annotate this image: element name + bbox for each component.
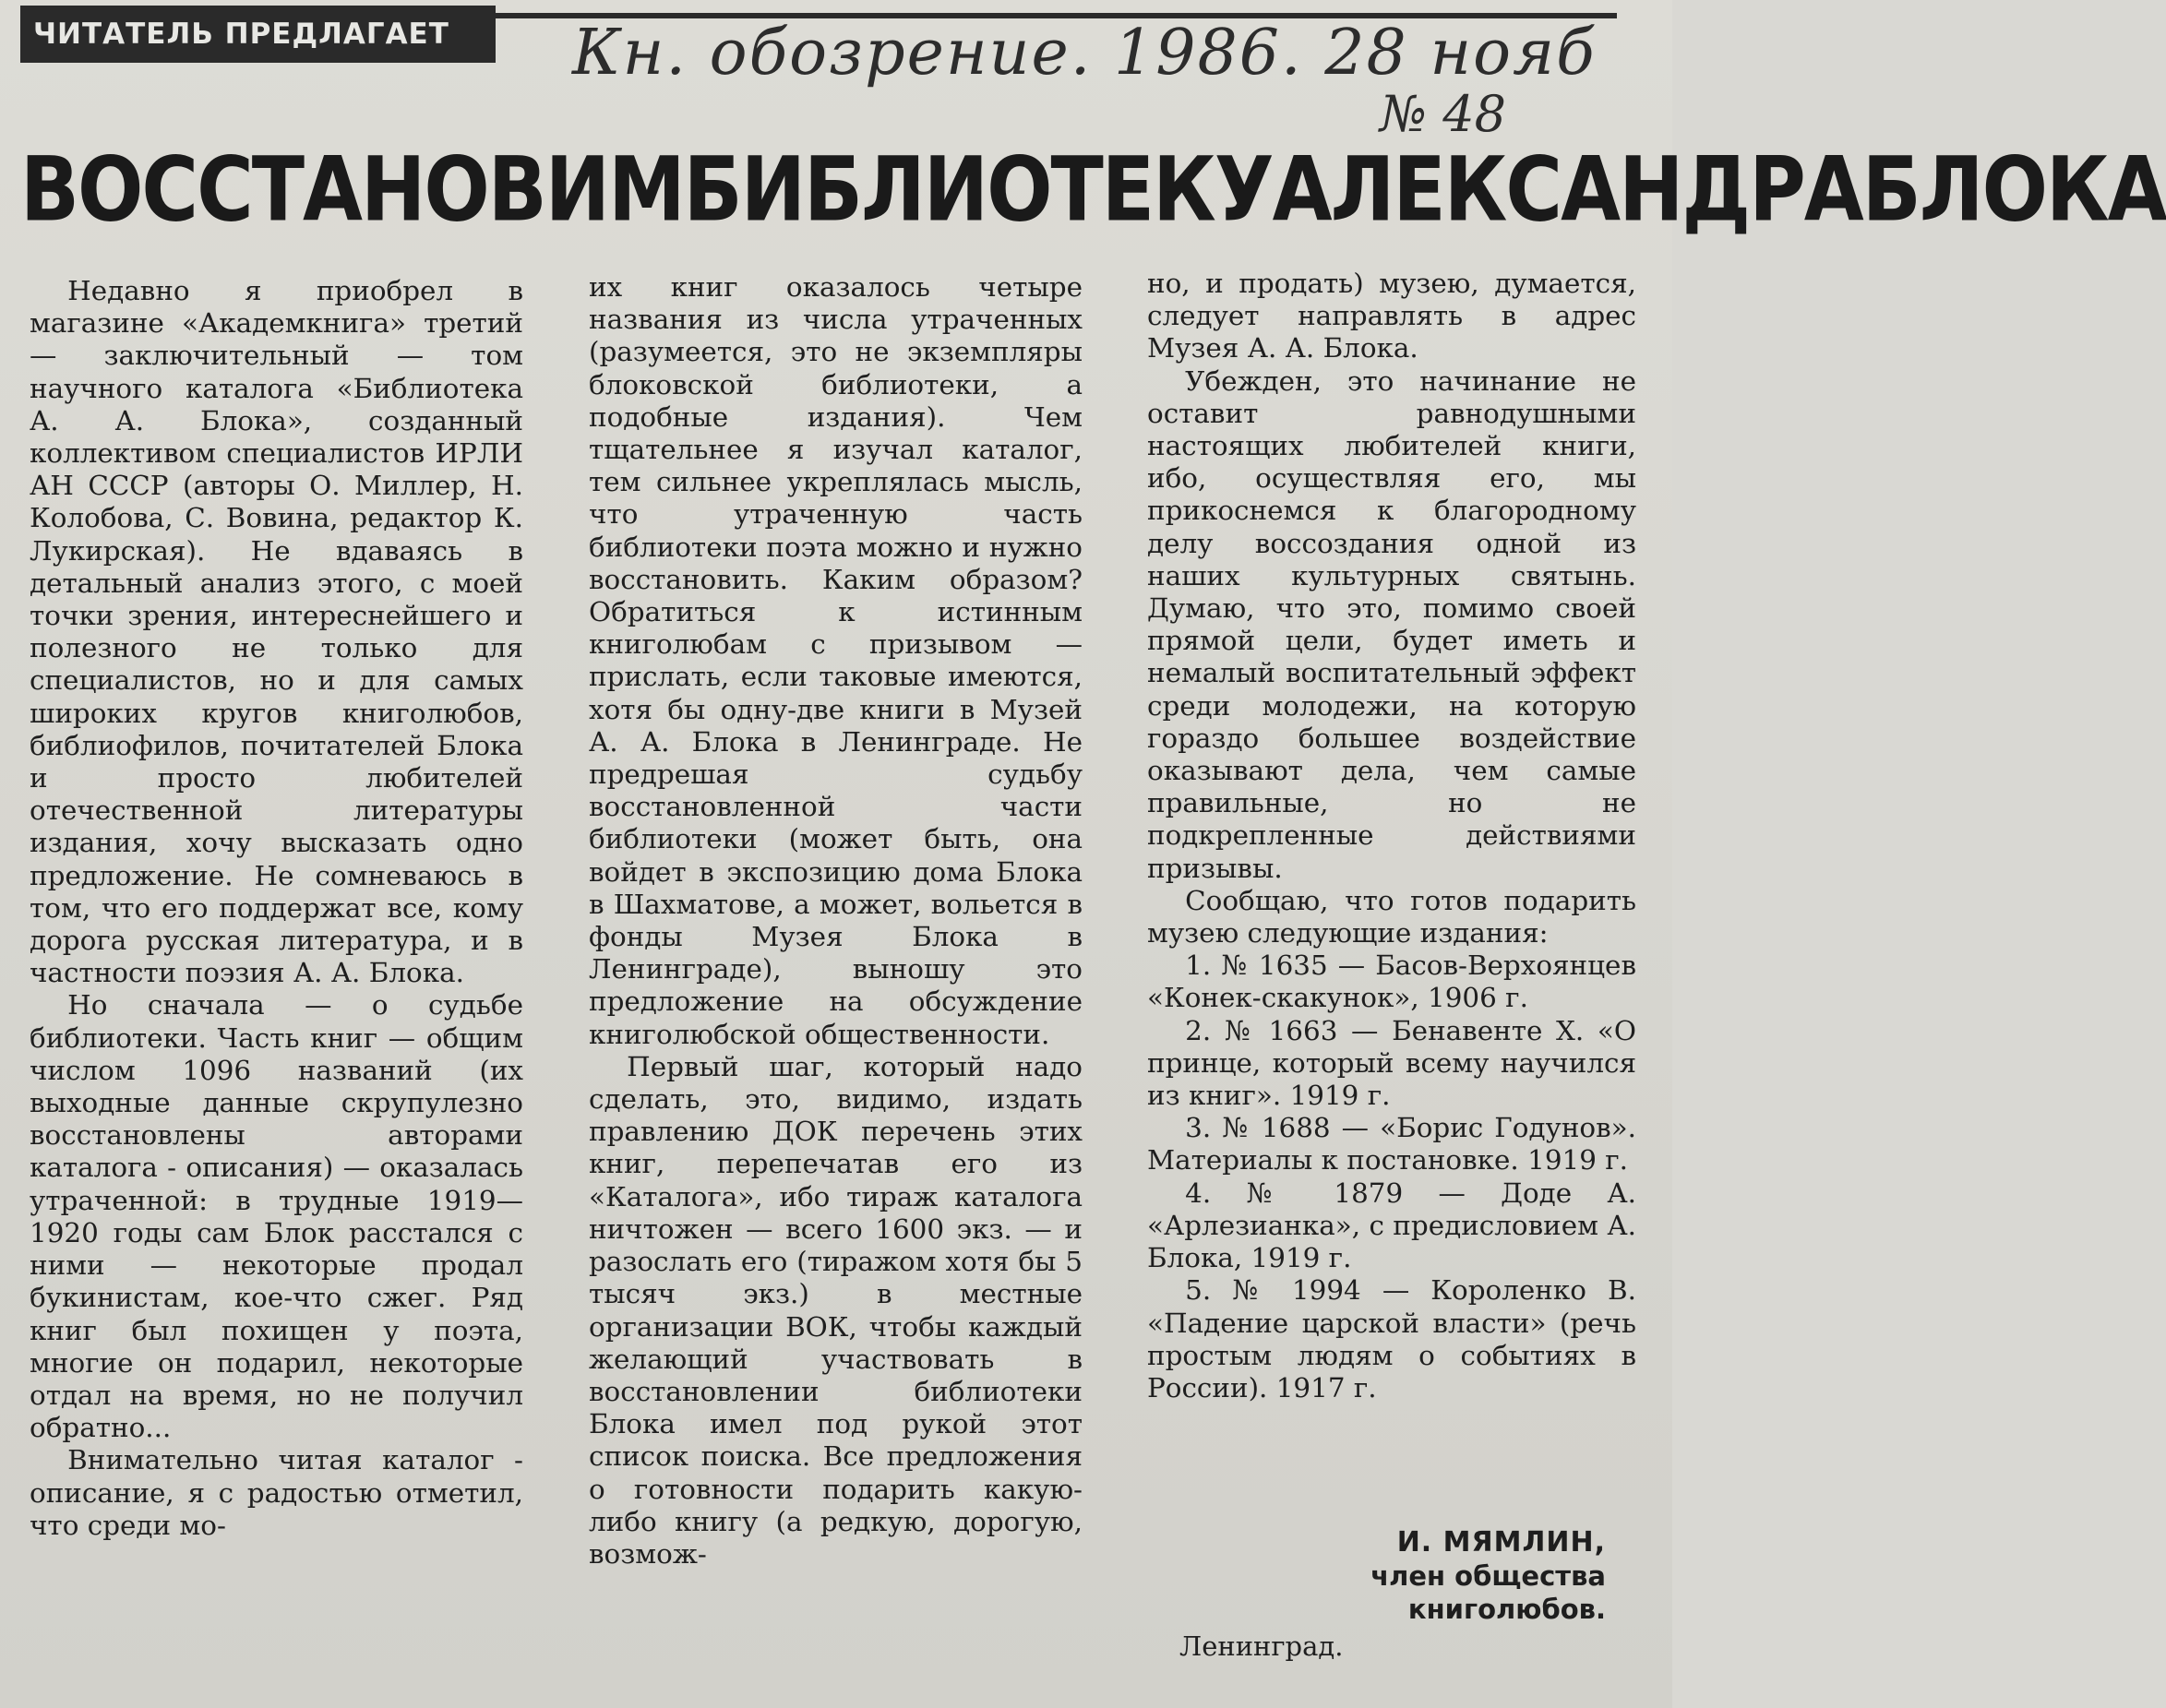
headline-word-1: ВОССТАНОВИМ bbox=[20, 137, 684, 242]
paragraph: Но сначала — о судьбе библиотеки. Часть книг — общим числом 1096 названий (их выходные данные скрупулезно восстановлены авторами каталога - описания) — оказалась утраченной: в трудные 1919—1920 годы сам Блок расстался с ними — некоторые продал букинистам, кое-что сжег. Ряд книг был похищен у поэта, многие он подарил, некоторые отдал на время, но не получил обратно... bbox=[30, 989, 523, 1444]
paragraph: Недавно я приобрел в магазине «Академкнига» третий — заключительный — том научного каталога «Библиотека А. А. Блока», созданный коллективом специалистов ИРЛИ АН СССР (авторы О. Миллер, Н. Колобова, С. Вовина, редактор К. Лукирская). Не вдаваясь в детальный анализ этого, с моей точки зрения, интереснейшего и полезного не только для специалистов, но и для самых широких кругов книголюбов, библиофилов, почитателей Блока и просто любителей отечественной литературы издания, хочу высказать одно предложение. Не сомневаюсь в том, что его поддержат все, кому дорога русская литература, и в частности поэзия А. А. Блока. bbox=[30, 275, 523, 989]
headline-word-3: АЛЕКСАНДРА bbox=[1272, 137, 1862, 242]
author-signature bbox=[1329, 1526, 1606, 1637]
article-column-2 bbox=[589, 271, 1083, 1678]
paragraph: Убежден, это начинание не оставит равнодушными настоящих любителей книги, ибо, осуществляя его, мы прикоснемся к благородному делу воссоздания одной из наших культурных святынь. Думаю, что это, помимо своей прямой цели, будет иметь и немалый воспитательный эффект среди молодежи, на которую гораздо большее воздействие оказывают дела, чем самые правильные, но не подкрепленные действиями призывы. bbox=[1147, 364, 1636, 884]
list-item: 1. № 1635 — Басов-Верхоянцев «Конек-скакунок», 1906 г. bbox=[1147, 950, 1636, 1014]
rubric-label: ЧИТАТЕЛЬ ПРЕДЛАГАЕТ bbox=[20, 6, 496, 63]
article-column-1 bbox=[30, 275, 523, 1682]
author-role-line-1: член общества bbox=[1370, 1560, 1606, 1592]
paragraph: их книг оказалось четыре названия из числа утраченных (разумеется, это не экземпляры блоковской библиотеки, а подобные издания). Чем тщательнее я изучал каталог, тем сильнее укреплялась мысль, что утраченную часть библиотеки поэта можно и нужно восстановить. Каким образом? Обратиться к истинным книголюбам с призывом — прислать, если таковые имеются, хотя бы одну-две книги в Музей А. А. Блока в Ленинграде. Не предрешая судьбу восстановленной части библиотеки (может быть, она войдет в экспозицию дома Блока в Шахматове, а может, вольется в фонды Музея Блока в Ленинграде), выношу это предложение на обсуждение книголюбской общественности. bbox=[589, 271, 1083, 1050]
author-role-line-2: книголюбов. bbox=[1407, 1594, 1606, 1625]
paragraph: Сообщаю, что готов подарить музею следующие издания: bbox=[1147, 884, 1636, 950]
list-item: 4. № 1879 — Доде А. «Арлезианка», с предисловием А. Блока, 1919 г. bbox=[1147, 1176, 1636, 1274]
author-city: Ленинград. bbox=[1179, 1630, 1344, 1662]
list-item: 3. № 1688 — «Борис Годунов». Материалы к постановке. 1919 г. bbox=[1147, 1112, 1636, 1176]
handwritten-issue-number: № 48 bbox=[1380, 85, 1506, 143]
paragraph: Внимательно читая каталог - описание, я с радостью отметил, что среди мо- bbox=[30, 1444, 523, 1541]
author-name: И. МЯМЛИН, bbox=[1396, 1526, 1606, 1559]
list-item: 5. № 1994 — Короленко В. «Падение царской власти» (речь простым людям о событиях в России). 1917 г. bbox=[1147, 1274, 1636, 1403]
headline bbox=[20, 131, 2166, 248]
headline-word-2: БИБЛИОТЕКУ bbox=[683, 137, 1273, 242]
paragraph: но, и продать) музею, думается, следует направлять в адрес Музея А. А. Блока. bbox=[1147, 268, 1636, 364]
handwritten-source-note: Кн. обозрение. 1986. 28 нояб bbox=[572, 17, 1597, 90]
list-item: 2. № 1663 — Бенавенте Х. «О принце, который всему научился из книг». 1919 г. bbox=[1147, 1014, 1636, 1112]
article-column-3 bbox=[1147, 268, 1636, 1675]
paragraph: Первый шаг, который надо сделать, это, видимо, издать правлению ДОК перечень этих книг, перепечатав его из «Каталога», ибо тираж каталога ничтожен — всего 1600 экз. — и разослать его (тиражом хотя бы 5 тысяч экз.) в местные организации ВОК, чтобы каждый желающий участвовать в восстановлении библиотеки Блока имел под рукой этот список поиска. Все предложения о готовности подарить какую-либо книгу (а редкую, дорогую, возмож- bbox=[589, 1050, 1083, 1570]
headline-word-4: БЛОКА bbox=[1861, 137, 2166, 242]
